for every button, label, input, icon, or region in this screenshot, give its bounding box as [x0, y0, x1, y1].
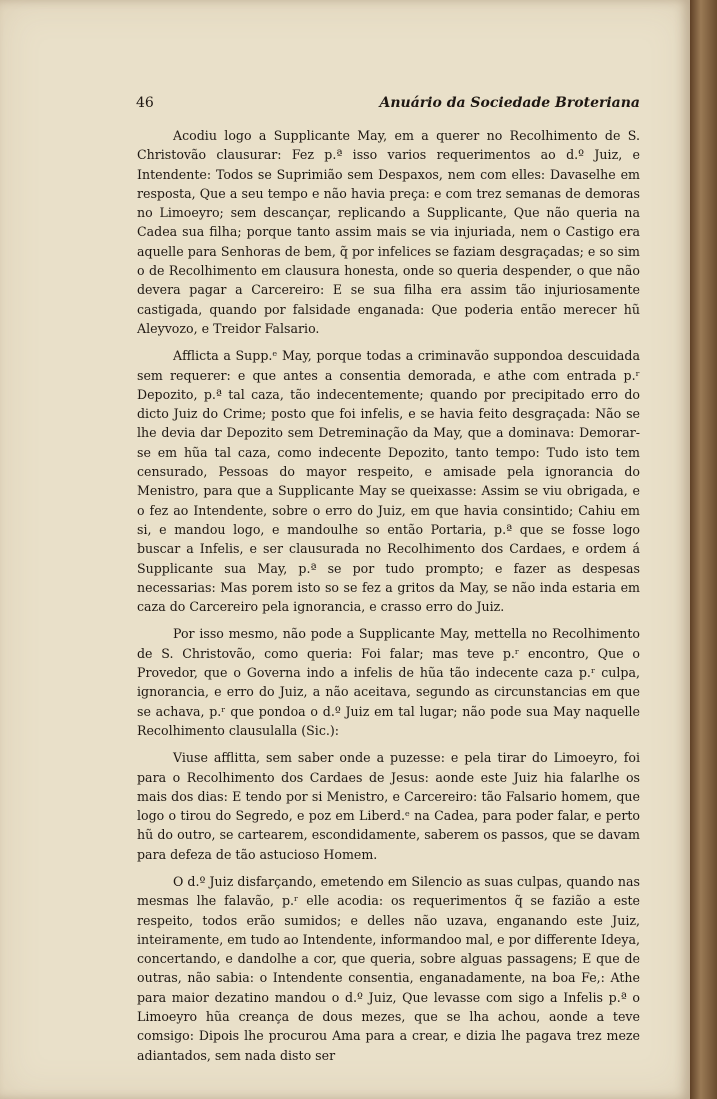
- paragraph: Por isso mesmo, não pode a Supplicante May, mettella no Recolhimento de S. Christovão, como queria: Foi falar; mas teve p.ʳ encontro, Que o Provedor, que o Governa indo a infelis de hũa tão indecente caza p.ʳ culpa, ignorancia, e erro do Juiz, a não aceitava, segundo as circunstancias em que se achava, p.ʳ que pondoa o d.º Juiz em tal lugar; não pode sua May naquelle Recolhimento clausulalla (Sic.):: [137, 626, 640, 738]
- page-number: 46: [136, 95, 154, 111]
- page-header: [136, 95, 640, 115]
- running-title: Anuário da Sociedade Broteriana: [379, 95, 640, 111]
- paragraph: Acodiu logo a Supplicante May, em a querer no Recolhimento de S. Christovão clausurar: Fez p.ª isso varios requerimentos ao d.º Juiz, e Intendente: Todos se Suprimião sem Despaxos, nem com elles: Davaselhe em resposta, Que a seu tempo e não havia preça: e com trez semanas de demoras no Limoeyro; sem descançar, replicando a Supplicante, Que não queria na Cadea sua filha; porque tanto assim mais se via injuriada, nem o Castigo era aquelle para Senhoras de bem, q̃ por infelices se faziam desgraçadas; e so sim o de Recolhimento em clausura honesta, onde so queria despender, o que não devera pagar a Carcereiro: E se sua filha era assim tão injuriosamente castigada, quando por falsidade enganada: Que poderia então merecer hũ Aleyvozo, e Treidor Falsario.: [137, 128, 640, 336]
- paragraph: O d.º Juiz disfarçando, emetendo em Silencio as suas culpas, quando nas mesmas lhe falavão, p.ʳ elle acodia: os requerimentos q̃ se fazião a este respeito, todos erão sumidos; e delles não uzava, enganando este Juiz, inteiramente, em tudo ao Intendente, informandoo mal, e por differente Ideya, concertando, e dandolhe a cor, que queria, sobre alguas passagens; E que de outras, não sabia: o Intendente consentia, enganadamente, na boa Fe,: Athe para maior dezatino mandou o d.º Juiz, Que levasse com sigo a Infelis p.ª o Limoeyro hũa creança de dous mezes, que se lha achou, aonde a teve comsigo: Dipois lhe procurou Ama para a crear, e dizia lhe pagava trez meze adiantados, sem nada disto ser: [137, 873, 640, 1063]
- paragraph: Afflicta a Supp.ᵉ May, porque todas a criminavão suppondoa descuidada sem requerer: e que antes a consentia demorada, e athe com entrada p.ʳ Depozito, p.ª tal caza, tão indecentemente; quando por precipitado erro do dicto Juiz do Crime; posto que foi infelis, e se havia feito desgraçada: Não se lhe devia dar Depozito sem Detreminação da May, que a dominava: Demorar-se em hũa tal caza, como indecente Depozito, tanto tempo: Tudo isto tem censurado, Pessoas do mayor respeito, e amisade pela ignorancia do Menistro, para que a Supplicante May se queixasse: Assim se viu obrigada, e o fez ao Intendente, sobre o erro do Juiz, em que havia consintido; Cahiu em si, e mandou logo, e mandoulhe so então Portaria, p.ª que se fosse logo buscar a Infelis, e ser clausurada no Recolhimento dos Cardaes, e ordem á Supplicante sua May, p.ª se por tudo prompto; e fazer as despesas necessarias: Mas porem isto so se fez a gritos da May, se não inda estaria em caza do Carcereiro pela ignorancia, e crasso erro do Juiz.: [137, 348, 640, 615]
- body-text: [137, 126, 640, 1073]
- paragraph: Viuse afflitta, sem saber onde a puzesse: e pela tirar do Limoeyro, foi para o Recolhimento dos Cardaes de Jesus: aonde este Juiz hia falarlhe os mais dos dias: E tendo por si Menistro, e Carcereiro: tão Falsario homem, que logo o tirou do Segredo, e poz em Liberd.ᵉ na Cadea, para poder falar, e perto hũ do outro, se cartearem, escondidamente, saberem os passos, que se davam para defeza de tão astucioso Homem.: [137, 750, 640, 862]
- book-edge: [690, 0, 717, 1099]
